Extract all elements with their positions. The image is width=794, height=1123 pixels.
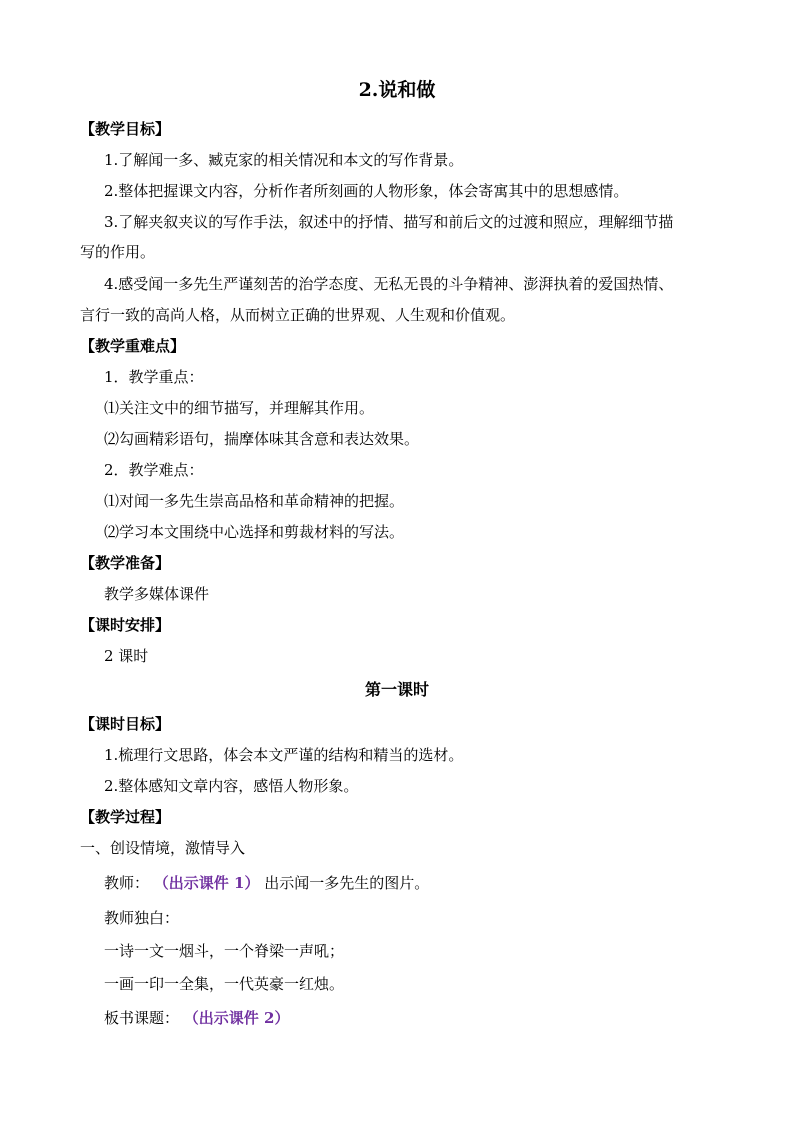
key-point-item: ⑵勾画精彩语句，揣摩体味其含意和表达效果。: [104, 430, 420, 448]
courseware-1-link[interactable]: （出示课件 1）: [153, 874, 260, 892]
goal-item: 1.了解闻一多、臧克家的相关情况和本文的写作背景。: [104, 151, 464, 169]
goal-item: 3.了解夹叙夹议的写作手法，叙述中的抒情、描写和前后文的过渡和照应，理解细节描: [104, 213, 674, 231]
board-prefix: 板书课题：: [104, 1009, 180, 1027]
difficulty-label: 2．教学难点：: [104, 461, 204, 479]
difficulty-item: ⑴对闻一多先生崇高品格和革命精神的把握。: [104, 492, 405, 510]
lesson-goal-item: 2.整体感知文章内容，感悟人物形象。: [104, 777, 359, 795]
difficulty-item: ⑵学习本文围绕中心选择和剪裁材料的写法。: [104, 523, 405, 541]
courseware-2-link[interactable]: （出示课件 2）: [183, 1009, 290, 1027]
process-heading: 【教学过程】: [80, 808, 171, 826]
teacher-prefix: 教师：: [104, 874, 150, 892]
goal-item-continued: 写的作用。: [80, 243, 156, 261]
prep-heading: 【教学准备】: [80, 554, 171, 572]
document-title: 2.说和做: [358, 79, 436, 101]
monologue-label: 教师独白：: [104, 909, 180, 927]
schedule-heading: 【课时安排】: [80, 616, 171, 634]
key-difficulty-heading: 【教学重难点】: [80, 337, 186, 355]
prep-text: 教学多媒体课件: [104, 585, 210, 603]
key-point-item: ⑴关注文中的细节描写，并理解其作用。: [104, 399, 375, 417]
goal-item-continued: 言行一致的高尚人格，从而树立正确的世界观、人生观和价值观。: [80, 306, 516, 324]
lesson-goals-heading: 【课时目标】: [80, 715, 171, 733]
key-points-label: 1．教学重点：: [104, 368, 204, 386]
lesson-goal-item: 1.梳理行文思路，体会本文严谨的结构和精当的选材。: [104, 746, 464, 764]
poem-line: 一画一印一全集，一代英豪一红烛。: [104, 975, 345, 993]
goal-item: 2.整体把握课文内容，分析作者所刻画的人物形象，体会寄寓其中的思想感情。: [104, 182, 629, 200]
goal-item: 4.感受闻一多先生严谨刻苦的治学态度、无私无畏的斗争精神、澎湃执着的爱国热情、: [104, 275, 674, 293]
schedule-text: 2 课时: [104, 647, 149, 665]
lesson-one-title: 第一课时: [364, 680, 429, 699]
teacher-suffix: 出示闻一多先生的图片。: [264, 874, 430, 892]
goals-heading: 【教学目标】: [80, 120, 171, 138]
teacher-line: [104, 873, 429, 893]
step-one-heading: 一、创设情境，激情导入: [80, 839, 246, 857]
poem-line: 一诗一文一烟斗，一个脊梁一声吼；: [104, 942, 345, 960]
board-title-line: [104, 1008, 289, 1028]
